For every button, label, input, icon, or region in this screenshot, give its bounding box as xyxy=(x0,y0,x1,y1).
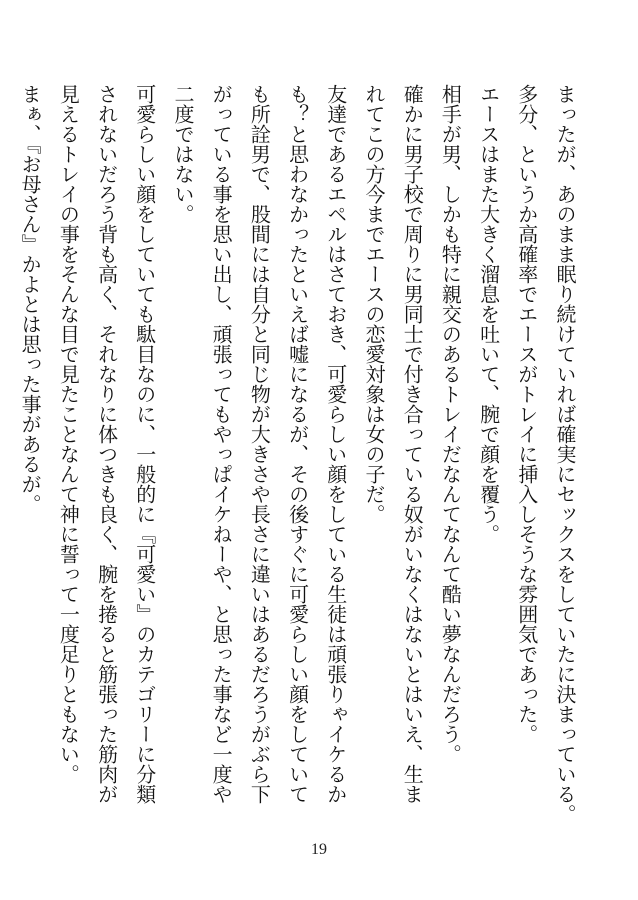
text-line: 二度ではない。 xyxy=(170,84,195,224)
text-line: 見えるトレイの事をそんな目で見たことなんて神に誓って一度足りともない。 xyxy=(56,84,81,784)
text-line: 可愛らしい顔をしていても駄目なのに、一般的に『可愛い』のカテゴリーに分類 xyxy=(132,84,157,804)
text-line: れてこの方今までエースの恋愛対象は女の子だ。 xyxy=(361,84,386,524)
text-line: 確かに男子校で周りに男同士で付き合っている奴がいなくはないとはいえ、生ま xyxy=(400,84,425,804)
text-line: も？と思わなかったといえば嘘になるが、その後すぐに可愛らしい顔をしていて xyxy=(285,84,310,804)
text-line: されないだろう背も高く、それなりに体つきも良く、腕を捲ると筋張った筋肉が xyxy=(94,84,119,804)
page-number: 19 xyxy=(311,841,327,858)
text-line: まったが、あのまま眠り続けていれば確実にセックスをしていたに決まっている。 xyxy=(553,84,577,824)
text-line: 友達であるエペルはさておき、可愛らしい顔をしている生徒は頑張りゃイケるか xyxy=(323,84,348,804)
text-line: エースはまた大きく溜息を吐いて、腕で顔を覆う。 xyxy=(476,84,501,544)
text-line: 相手が男、しかも特に親交のあるトレイだなんてなんて酷い夢なんだろう。 xyxy=(438,84,463,764)
body-text xyxy=(18,84,584,826)
text-line: 多分、というか高確率でエースがトレイに挿入しそうな雰囲気であった。 xyxy=(514,84,539,744)
text-line: がっている事を思い出し、頑張ってもやっぱイケねーや、と思った事など一度や xyxy=(209,84,234,804)
text-line: も所詮男で、股間には自分と同じ物が大きさや長さに違いはあるだろうがぶら下 xyxy=(247,84,272,804)
text-line: まぁ、『お母さん』かよとは思った事があるが。 xyxy=(18,84,43,514)
